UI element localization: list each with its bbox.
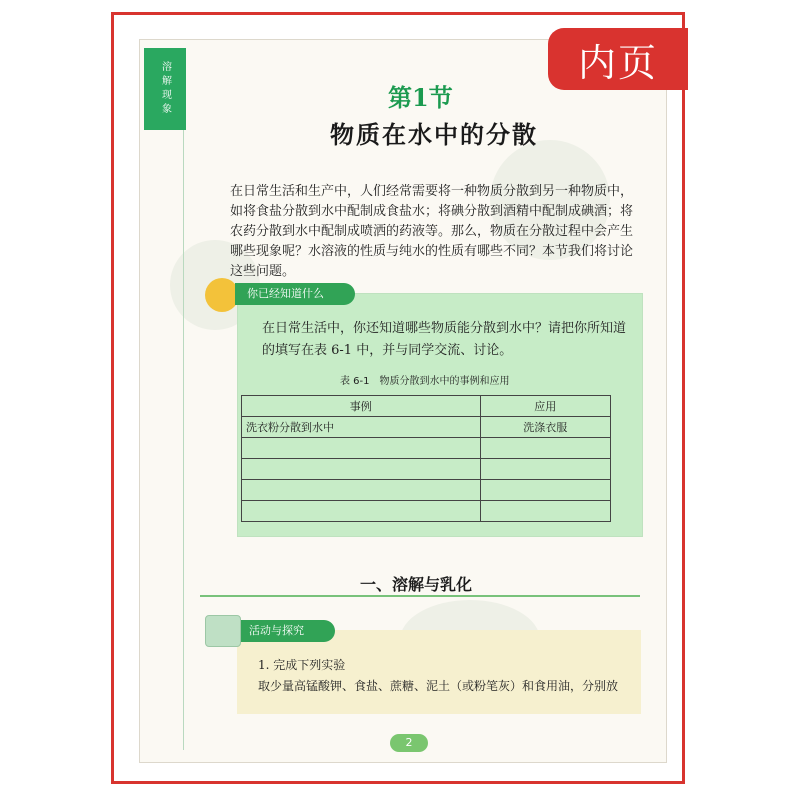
activity-item-1: 1. 完成下列实验 xyxy=(258,658,346,672)
table-cell xyxy=(242,480,481,501)
table-header: 应用 xyxy=(480,396,610,417)
subsection-underline xyxy=(200,595,640,597)
table-row xyxy=(242,438,611,459)
table-row xyxy=(242,480,611,501)
table-cell xyxy=(480,501,610,522)
table-row xyxy=(242,417,611,438)
activity-label-text: 活动与探究 xyxy=(241,620,335,642)
section-title: 物质在水中的分散 xyxy=(330,120,538,149)
section-number: 第1节 xyxy=(388,83,453,112)
table-cell xyxy=(480,480,610,501)
table-row xyxy=(242,501,611,522)
lab-icon xyxy=(205,615,241,647)
table-6-1 xyxy=(241,395,611,522)
know-question: 在日常生活中，你还知道哪些物质能分散到水中？请把你所知道的填写在表 6-1 中，并与同学交流、讨论。 xyxy=(262,321,627,358)
table-caption: 表 6-1 物质分散到水中的事例和应用 xyxy=(340,376,510,387)
table-cell xyxy=(242,459,481,480)
table-cell: 洗衣粉分散到水中 xyxy=(242,417,481,438)
page-number: 2 xyxy=(390,734,428,752)
book-icon xyxy=(205,278,239,312)
side-divider xyxy=(183,130,184,750)
table-row xyxy=(242,459,611,480)
table-cell xyxy=(480,459,610,480)
chapter-side-tab: 溶解现象 xyxy=(144,48,186,130)
know-label-text: 你已经知道什么 xyxy=(235,283,355,305)
table-cell: 洗涤衣服 xyxy=(480,417,610,438)
activity-item-1-text: 取少量高锰酸钾、食盐、蔗糖、泥土（或粉笔灰）和食用油，分别放 xyxy=(258,679,619,693)
table-cell xyxy=(242,501,481,522)
table-header: 事例 xyxy=(242,396,481,417)
subsection-title: 一、溶解与乳化 xyxy=(360,575,473,594)
table-cell xyxy=(480,438,610,459)
inner-page-badge: 内页 xyxy=(548,28,688,90)
intro-paragraph: 在日常生活和生产中，人们经常需要将一种物质分散到另一种物质中，如将食盐分散到水中配制成食盐水；将碘分散到酒精中配制成碘酒；将农药分散到水中配制成喷洒的药液等。那么，物质在分散过程中会产生哪些现象呢？水溶液的性质与纯水的性质有哪些不同？本节我们将讨论这些问题。 xyxy=(230,184,634,279)
table-cell xyxy=(242,438,481,459)
